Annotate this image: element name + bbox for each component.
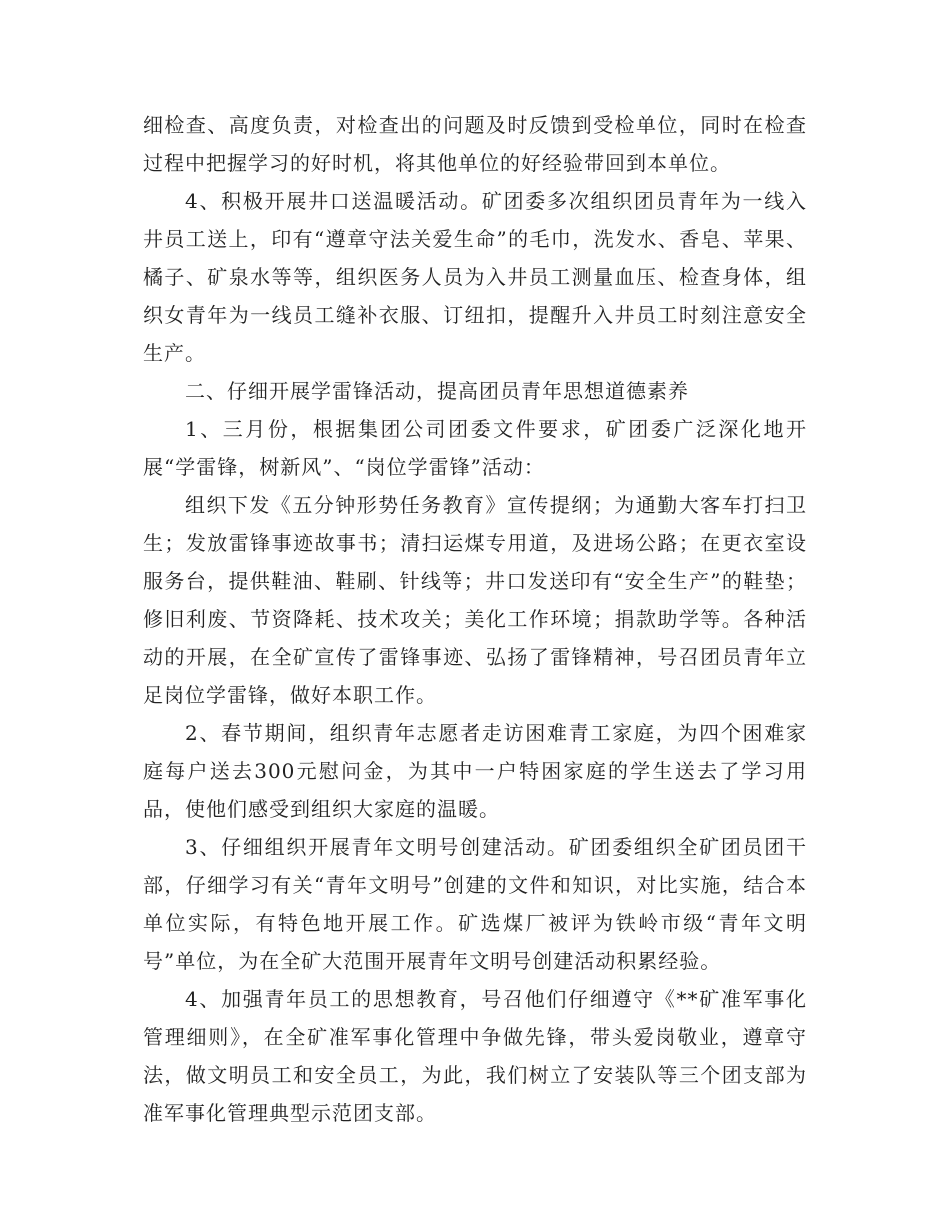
document-body: [143, 106, 807, 1132]
paragraph-item-4-education: 4、加强青年员工的思想教育，号召他们仔细遵守《**矿准军事化管理细则》，在全矿准军事化管理中争做先锋，带头爱岗敬业，遵章守法，做文明员工和安全员工，为此，我们树立了安装队等三个团支部为准军事化管理典型示范团支部。: [143, 987, 807, 1125]
section-heading-2: 二、仔细开展学雷锋活动，提高团员青年思想道德素养: [185, 379, 689, 403]
paragraph-continuation: 细检查、高度负责，对检查出的问题及时反馈到受检单位，同时在检查过程中把握学习的好时机，将其他单位的好经验带回到本单位。: [143, 113, 807, 175]
paragraph-item-3-civilization: 3、仔细组织开展青年文明号创建活动。矿团委组织全矿团员团干部，仔细学习有关“青年文明号”创建的文件和知识，对比实施，结合本单位实际，有特色地开展工作。矿选煤厂被评为铁岭市级“青年文明号”单位，为在全矿大范围开展青年文明号创建活动积累经验。: [143, 835, 807, 973]
paragraph-item-1-march: 1、三月份，根据集团公司团委文件要求，矿团委广泛深化地开展“学雷锋，树新风”、“岗位学雷锋”活动：: [143, 417, 807, 479]
paragraph-item-4-warmth: 4、积极开展井口送温暖活动。矿团委多次组织团员青年为一线入井员工送上，印有“遵章守法关爱生命”的毛巾，洗发水、香皂、苹果、橘子、矿泉水等等，组织医务人员为入井员工测量血压、检查身体，组织女青年为一线员工缝补衣服、订纽扣，提醒升入井员工时刻注意安全生产。: [143, 189, 807, 365]
paragraph-activities-list: 组织下发《五分钟形势任务教育》宣传提纲；为通勤大客车打扫卫生；发放雷锋事迹故事书；清扫运煤专用道，及进场公路；在更衣室设服务台，提供鞋油、鞋刷、针线等；井口发送印有“安全生产”的鞋垫；修旧利废、节资降耗、技术攻关；美化工作环境；捐款助学等。各种活动的开展，在全矿宣传了雷锋事迹、弘扬了雷锋精神，号召团员青年立足岗位学雷锋，做好本职工作。: [143, 493, 807, 707]
paragraph-item-2-spring-festival: 2、春节期间，组织青年志愿者走访困难青工家庭，为四个困难家庭每户送去300元慰问金，为其中一户特困家庭的学生送去了学习用品，使他们感受到组织大家庭的温暖。: [143, 721, 807, 821]
